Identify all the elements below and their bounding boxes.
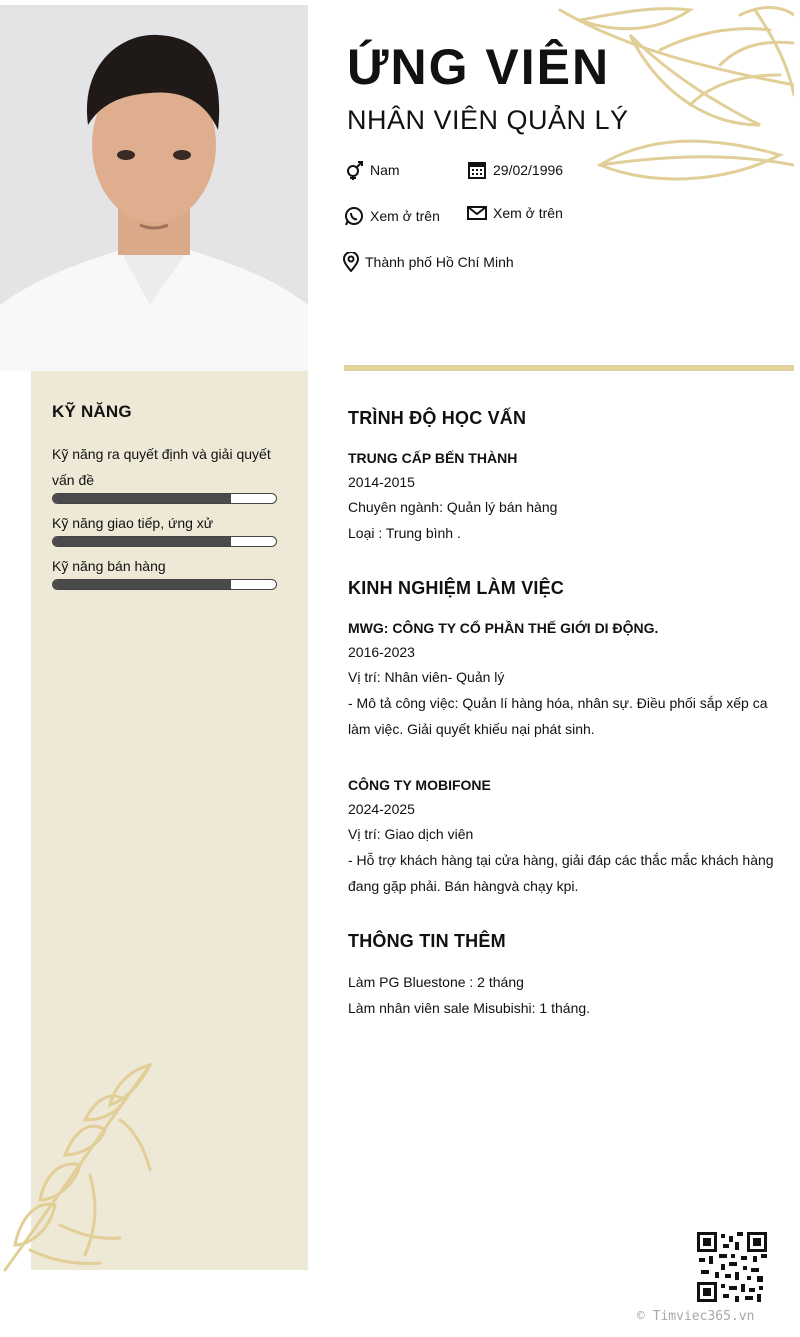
address-value: Thành phố Hồ Chí Minh: [365, 254, 514, 270]
calendar-icon: [467, 160, 487, 180]
skill-label: Kỹ năng giao tiếp, ứng xử: [52, 515, 214, 531]
skill-bar: [52, 579, 277, 590]
school-name: TRUNG CẤP BẾN THÀNH: [348, 450, 518, 466]
profile-photo: [0, 5, 308, 371]
education-major: Chuyên ngành: Quản lý bán hàng: [348, 499, 558, 515]
address-info: [343, 252, 514, 272]
header-divider: [344, 365, 794, 371]
skills-title: KỸ NĂNG: [52, 402, 132, 421]
location-pin-icon: [343, 252, 359, 272]
skill-label: Kỹ năng ra quyết định và giải quyết vấn đề: [52, 446, 271, 488]
mail-icon: [467, 203, 487, 223]
job-description: làm việc. Giải quyết khiếu nại phát sinh.: [348, 721, 595, 737]
leaf-decoration-bottom-icon: [0, 1060, 160, 1275]
phone-info: [344, 206, 440, 226]
education-grade: Loại : Trung bình .: [348, 525, 461, 541]
email-info: [467, 203, 563, 223]
skill-bar-fill: [53, 537, 231, 546]
job-description: - Hỗ trợ khách hàng tại cửa hàng, giải đáp các thắc mắc khách hàng: [348, 852, 774, 868]
skill-bar: [52, 536, 277, 547]
job-description: - Mô tả công việc: Quản lí hàng hóa, nhân sự. Điều phối sắp xếp ca: [348, 695, 768, 711]
extra-info-line: Làm PG Bluestone : 2 tháng: [348, 974, 524, 990]
job-position: Vị trí: Nhân viên- Quản lý: [348, 669, 505, 685]
job-title: NHÂN VIÊN QUẢN LÝ: [347, 105, 629, 135]
sidebar-edge: [308, 1058, 312, 1270]
candidate-name: ỨNG VIÊN: [347, 39, 611, 95]
skill-bar-fill: [53, 580, 231, 589]
job-years: 2024-2025: [348, 801, 415, 817]
skill-bar-fill: [53, 494, 231, 503]
qr-code-icon: [697, 1232, 767, 1302]
experience-title: KINH NGHIỆM LÀM VIỆC: [348, 578, 565, 598]
whatsapp-icon: [344, 206, 364, 226]
extra-info-title: THÔNG TIN THÊM: [348, 931, 506, 951]
skill-label: Kỹ năng bán hàng: [52, 558, 166, 574]
education-years: 2014-2015: [348, 474, 415, 490]
birthday-value: 29/02/1996: [493, 162, 564, 178]
job-description: đang gặp phải. Bán hàngvà chạy kpi.: [348, 878, 579, 894]
email-value: Xem ở trên: [493, 205, 563, 221]
company-name: MWG: CÔNG TY CỔ PHẦN THẾ GIỚI DI ĐỘNG.: [348, 620, 659, 636]
extra-info-line: Làm nhân viên sale Misubishi: 1 tháng.: [348, 1000, 591, 1016]
birthday-info: [467, 160, 563, 180]
education-title: TRÌNH ĐỘ HỌC VẤN: [348, 408, 527, 428]
phone-value: Xem ở trên: [370, 208, 440, 224]
job-years: 2016-2023: [348, 644, 415, 660]
gender-info: [344, 160, 400, 180]
gender-icon: [344, 160, 364, 180]
gender-value: Nam: [370, 162, 400, 178]
skill-bar: [52, 493, 277, 504]
company-name: CÔNG TY MOBIFONE: [348, 777, 491, 793]
job-position: Vị trí: Giao dịch viên: [348, 826, 474, 842]
avatar-icon: [0, 5, 308, 371]
copyright-text: © Timviec365.vn: [637, 1309, 755, 1324]
